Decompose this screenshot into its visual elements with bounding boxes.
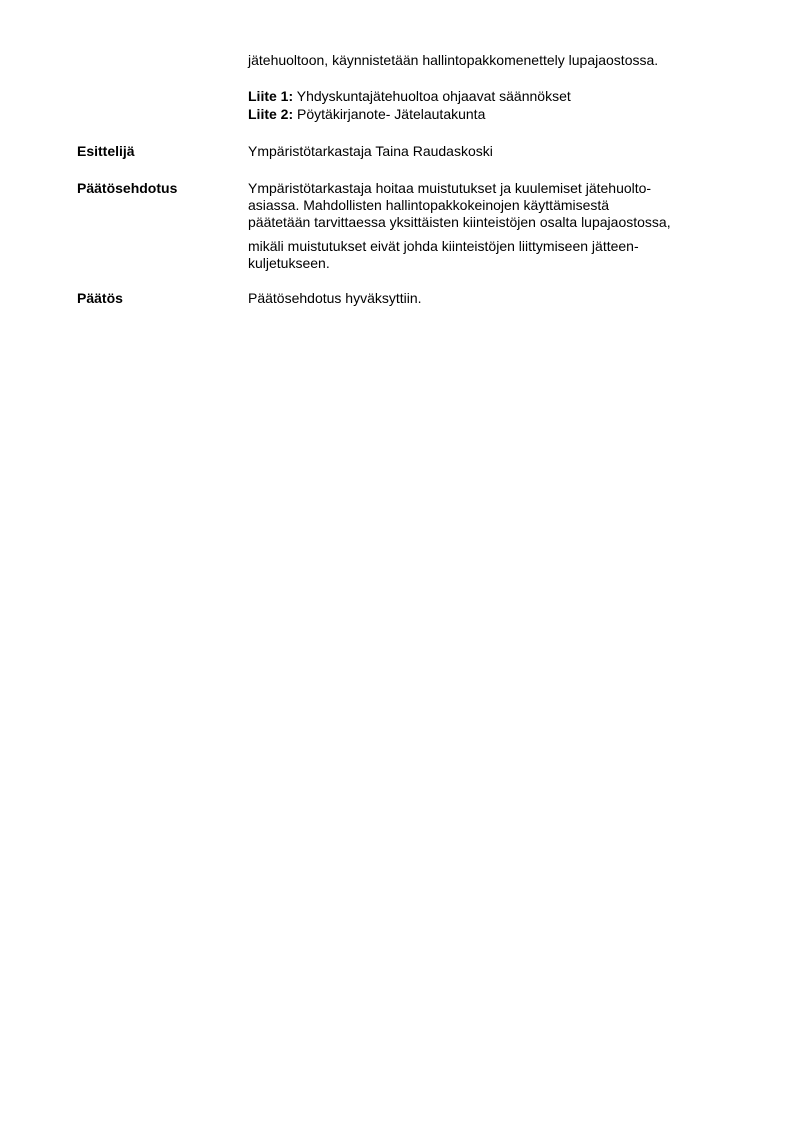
attachment-2 — [248, 106, 485, 123]
attachment-1-label: Liite 1: — [248, 88, 294, 104]
presenter-text: Ympäristötarkastaja Taina Raudaskoski — [248, 143, 493, 159]
proposal-line: Ympäristötarkastaja hoitaa muistutukset ja kuulemiset jätehuolto- — [248, 180, 652, 196]
presenter-label: Esittelijä — [77, 143, 135, 159]
proposal-line: asiassa. Mahdollisten hallintopakkokeinojen käyttämisestä — [248, 197, 610, 213]
proposal-line: mikäli muistutukset eivät johda kiinteistöjen liittymiseen jätteen- — [248, 238, 639, 254]
proposal-label: Päätösehdotus — [77, 180, 178, 196]
intro-text: jätehuoltoon, käynnistetään hallintopakkomenettely lupajaostossa. — [248, 52, 659, 68]
proposal-line: kuljetukseen. — [248, 255, 330, 271]
proposal-line: päätetään tarvittaessa yksittäisten kiinteistöjen osalta lupajaostossa, — [248, 214, 671, 230]
attachment-1-text: Yhdyskuntajätehuoltoa ohjaavat säännökset — [293, 88, 571, 104]
attachment-2-text: Pöytäkirjanote- Jätelautakunta — [293, 106, 486, 122]
attachment-2-label: Liite 2: — [248, 106, 294, 122]
decision-label: Päätös — [77, 290, 123, 306]
attachment-1 — [248, 88, 571, 105]
decision-text: Päätösehdotus hyväksyttiin. — [248, 290, 422, 306]
